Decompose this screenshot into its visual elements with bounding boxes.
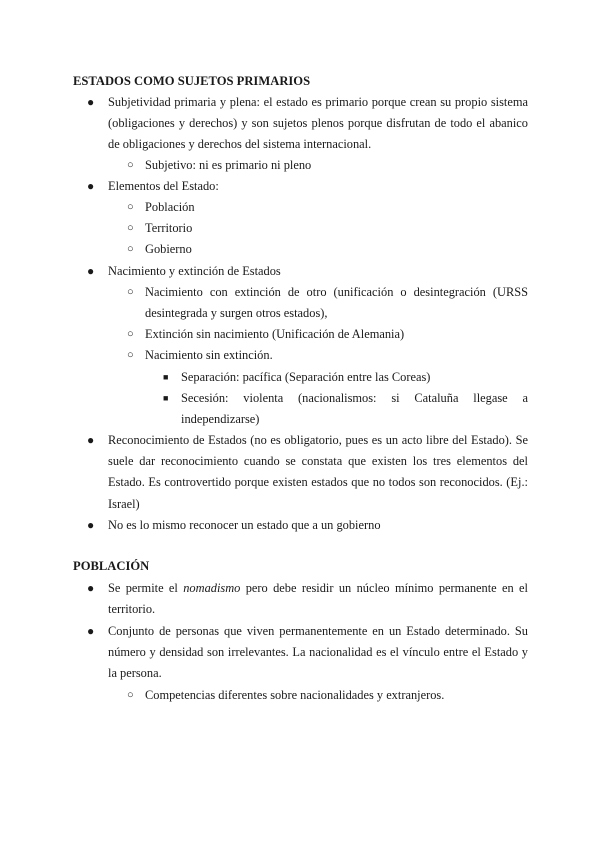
list-item: No es lo mismo reconocer un estado que a un gobierno <box>108 518 381 532</box>
section-heading-estados: ESTADOS COMO SUJETOS PRIMARIOS <box>73 74 311 88</box>
list-item: Reconocimiento de Estados (no es obligatorio, pues es un acto libre del Estado). Se suele dar reconocimiento cuando se constata que existen los tres elementos del Estado. Es controvertido porque existen estados que no todos son reconocidos. (Ej.: Israel) <box>108 433 528 511</box>
bullet-icon: ● <box>87 624 95 638</box>
list-item: Separación: pacífica (Separación entre las Coreas) <box>181 370 431 384</box>
section-heading-poblacion: POBLACIÓN <box>73 559 150 573</box>
bullet-icon: ● <box>87 518 95 532</box>
circle-bullet-icon: ○ <box>127 201 134 213</box>
circle-bullet-icon: ○ <box>127 689 134 701</box>
list-item: Elementos del Estado: <box>108 179 219 193</box>
list-item <box>108 578 528 620</box>
circle-bullet-icon: ○ <box>127 286 134 298</box>
bullet-icon: ● <box>87 433 95 447</box>
list-item-text: Se permite el <box>108 581 184 595</box>
list-item: Población <box>145 200 195 214</box>
list-item: Secesión: violenta (nacionalismos: si Cataluña llegase a independizarse) <box>181 391 528 427</box>
circle-bullet-icon: ○ <box>127 243 134 255</box>
list-item: Nacimiento y extinción de Estados <box>108 264 281 278</box>
list-item: Gobierno <box>145 242 192 256</box>
bullet-icon: ● <box>87 581 95 595</box>
list-item: Conjunto de personas que viven permanentemente en un Estado determinado. Su número y densidad son irrelevantes. La nacionalidad es el vínculo entre el Estado y la persona. <box>108 624 528 681</box>
square-bullet-icon: ■ <box>163 372 169 382</box>
bullet-icon: ● <box>87 179 95 193</box>
emphasized-term: nomadismo <box>183 581 241 595</box>
list-item: Extinción sin nacimiento (Unificación de Alemania) <box>145 327 405 341</box>
list-item: Competencias diferentes sobre nacionalidades y extranjeros. <box>145 688 445 702</box>
square-bullet-icon: ■ <box>163 393 169 403</box>
bullet-icon: ● <box>87 95 95 109</box>
list-item: Subjetividad primaria y plena: el estado es primario porque crean su propio sistema (obligaciones y derechos) y son sujetos plenos porque disfrutan de todo el abanico de obligaciones y derechos del sistema internacional. <box>108 95 528 152</box>
list-item: Nacimiento sin extinción. <box>145 348 273 362</box>
list-item: Nacimiento con extinción de otro (unificación o desintegración (URSS desintegrada y surgen otros estados), <box>145 285 528 321</box>
circle-bullet-icon: ○ <box>127 349 134 361</box>
list-item: Subjetivo: ni es primario ni pleno <box>145 158 312 172</box>
circle-bullet-icon: ○ <box>127 328 134 340</box>
bullet-icon: ● <box>87 264 95 278</box>
circle-bullet-icon: ○ <box>127 159 134 171</box>
circle-bullet-icon: ○ <box>127 222 134 234</box>
list-item-text: pero debe residir un núcleo mínimo permanente en el territorio. <box>108 581 528 617</box>
list-item: Territorio <box>145 221 193 235</box>
